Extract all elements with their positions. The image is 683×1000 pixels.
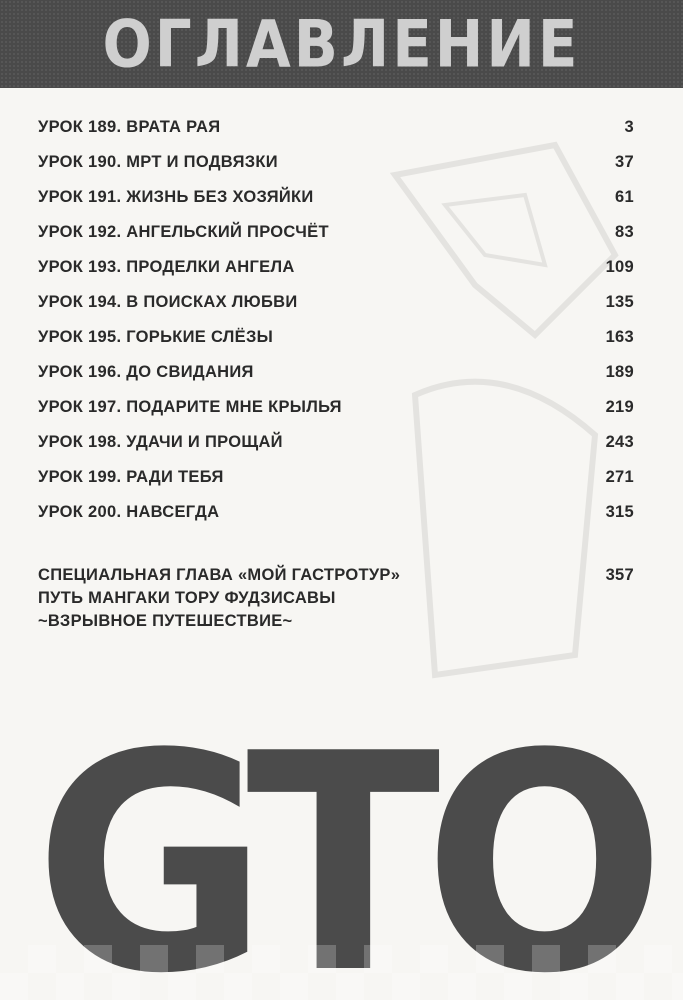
toc-entry-page: 243 xyxy=(605,433,634,451)
toc-entry-title: УРОК 196. ДО СВИДАНИЯ xyxy=(38,363,254,381)
page-title: ОГЛАВЛЕНИЕ xyxy=(102,5,581,83)
toc-entry-page: 135 xyxy=(605,293,634,311)
toc-entry xyxy=(38,110,634,145)
toc-entry-page: 315 xyxy=(605,503,634,521)
toc-entry-page: 219 xyxy=(605,398,634,416)
toc-entry-title: УРОК 198. УДАЧИ И ПРОЩАЙ xyxy=(38,433,283,451)
toc-entry xyxy=(38,180,634,215)
toc-entry xyxy=(38,250,634,285)
special-chapter-line-2: ПУТЬ МАНГАКИ ТОРУ ФУДЗИСАВЫ xyxy=(38,589,336,607)
table-of-contents xyxy=(38,110,634,530)
toc-entry-title: УРОК 192. АНГЕЛЬСКИЙ ПРОСЧЁТ xyxy=(38,223,329,241)
toc-entry-page: 109 xyxy=(605,258,634,276)
toc-entry xyxy=(38,495,634,530)
toc-entry-title: УРОК 189. ВРАТА РАЯ xyxy=(38,118,221,136)
toc-entry-page: 3 xyxy=(624,118,634,136)
toc-entry xyxy=(38,215,634,250)
special-chapter-line-3: ~ВЗРЫВНОЕ ПУТЕШЕСТВИЕ~ xyxy=(38,612,293,630)
toc-entry xyxy=(38,460,634,495)
toc-entry-page: 37 xyxy=(615,153,634,171)
toc-entry-title: УРОК 191. ЖИЗНЬ БЕЗ ХОЗЯЙКИ xyxy=(38,188,314,206)
toc-entry xyxy=(38,425,634,460)
special-chapter-entry xyxy=(38,564,634,633)
special-chapter-line-1: СПЕЦИАЛЬНАЯ ГЛАВА «МОЙ ГАСТРОТУР» xyxy=(38,566,401,584)
toc-entry-page: 271 xyxy=(605,468,634,486)
gto-logo xyxy=(0,700,683,1000)
toc-entry xyxy=(38,320,634,355)
toc-entry xyxy=(38,355,634,390)
toc-entry xyxy=(38,285,634,320)
toc-entry-title: УРОК 199. РАДИ ТЕБЯ xyxy=(38,468,224,486)
toc-entry-title: УРОК 197. ПОДАРИТЕ МНЕ КРЫЛЬЯ xyxy=(38,398,342,416)
toc-entry xyxy=(38,390,634,425)
toc-entry-title: УРОК 194. В ПОИСКАХ ЛЮБВИ xyxy=(38,293,298,311)
toc-entry xyxy=(38,145,634,180)
toc-entry-page: 189 xyxy=(605,363,634,381)
checker-pattern xyxy=(0,945,683,1000)
toc-entry-page: 61 xyxy=(615,188,634,206)
toc-entry-title: УРОК 200. НАВСЕГДА xyxy=(38,503,220,521)
special-chapter-page: 357 xyxy=(605,566,634,584)
toc-entry-title: УРОК 195. ГОРЬКИЕ СЛЁЗЫ xyxy=(38,328,274,346)
toc-entry-title: УРОК 190. МРТ И ПОДВЯЗКИ xyxy=(38,153,278,171)
toc-entry-page: 83 xyxy=(615,223,634,241)
toc-entry-title: УРОК 193. ПРОДЕЛКИ АНГЕЛА xyxy=(38,258,295,276)
toc-entry-page: 163 xyxy=(605,328,634,346)
gto-logo-text: GTO xyxy=(34,700,649,1000)
